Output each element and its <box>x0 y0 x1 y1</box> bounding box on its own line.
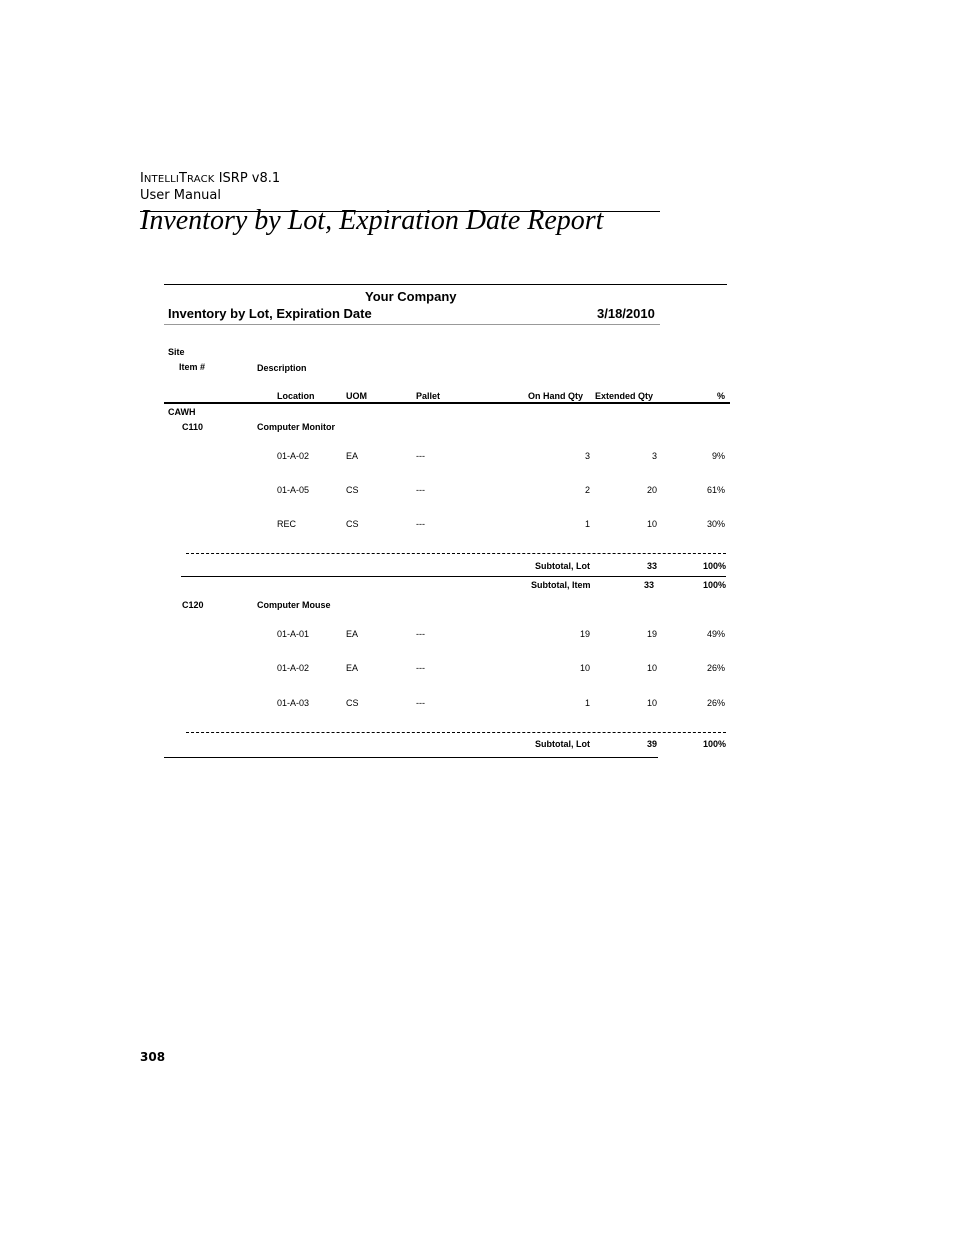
dashed-separator <box>186 553 726 554</box>
row-percent: 30% <box>706 519 725 529</box>
subtotal-rule <box>181 576 726 577</box>
subtotal-item-pct: 100% <box>702 580 726 590</box>
row-pallet: --- <box>416 698 425 708</box>
site-value: CAWH <box>168 407 196 417</box>
col-on-hand: On Hand Qty <box>528 391 584 401</box>
report-company: Your Company <box>365 289 457 304</box>
row-on-hand: 19 <box>579 629 590 639</box>
subtotal-lot-label: Subtotal, Lot <box>535 739 590 749</box>
col-location: Location <box>277 391 315 401</box>
item-number: C110 <box>182 422 204 432</box>
row-uom: EA <box>346 451 359 461</box>
row-percent: 26% <box>706 663 725 673</box>
document-title: Inventory by Lot, Expiration Date Report <box>140 205 604 236</box>
dashed-separator <box>186 732 726 733</box>
row-pallet: --- <box>416 519 425 529</box>
col-extended: Extended Qty <box>595 391 654 401</box>
row-location: 01-A-03 <box>277 698 310 708</box>
report-bottom-rule <box>164 757 658 758</box>
row-on-hand: 1 <box>584 519 590 529</box>
report-date: 3/18/2010 <box>597 306 655 321</box>
row-pallet: --- <box>416 629 425 639</box>
row-extended: 19 <box>646 629 657 639</box>
report-title-rule <box>164 324 660 325</box>
row-uom: CS <box>346 519 359 529</box>
item-number: C120 <box>182 600 204 610</box>
page-number: 308 <box>140 1050 166 1064</box>
row-percent: 26% <box>706 698 725 708</box>
row-extended: 3 <box>651 451 657 461</box>
row-location: 01-A-02 <box>277 663 310 673</box>
subtotal-item-qty: 33 <box>643 580 654 590</box>
row-uom: CS <box>346 485 359 495</box>
row-pallet: --- <box>416 663 425 673</box>
item-description: Computer Monitor <box>257 422 335 432</box>
item-description: Computer Mouse <box>257 600 331 610</box>
row-uom: EA <box>346 663 359 673</box>
running-header-manual: User Manual <box>140 188 222 203</box>
subtotal-lot-label: Subtotal, Lot <box>535 561 590 571</box>
row-uom: CS <box>346 698 359 708</box>
row-on-hand: 2 <box>584 485 590 495</box>
report-top-rule <box>164 284 727 285</box>
row-location: 01-A-02 <box>277 451 310 461</box>
row-extended: 20 <box>646 485 657 495</box>
subtotal-lot-qty: 39 <box>646 739 657 749</box>
row-on-hand: 10 <box>579 663 590 673</box>
col-description: Description <box>257 363 307 373</box>
subtotal-lot-pct: 100% <box>702 739 726 749</box>
row-location: 01-A-05 <box>277 485 310 495</box>
running-header-product: INTELLITRACK ISRP v8.1 <box>140 171 281 186</box>
col-site: Site <box>168 347 185 357</box>
row-pallet: --- <box>416 485 425 495</box>
subtotal-item-label: Subtotal, Item <box>531 580 591 590</box>
row-on-hand: 3 <box>584 451 590 461</box>
row-percent: 61% <box>706 485 725 495</box>
col-uom: UOM <box>346 391 367 401</box>
col-percent: % <box>716 391 725 401</box>
row-extended: 10 <box>646 519 657 529</box>
row-pallet: --- <box>416 451 425 461</box>
row-location: 01-A-01 <box>277 629 310 639</box>
row-location: REC <box>277 519 297 529</box>
row-percent: 49% <box>706 629 725 639</box>
row-extended: 10 <box>646 663 657 673</box>
row-percent: 9% <box>711 451 725 461</box>
report-title: Inventory by Lot, Expiration Date <box>168 306 372 321</box>
subtotal-lot-qty: 33 <box>646 561 657 571</box>
col-item: Item # <box>179 362 206 372</box>
subtotal-lot-pct: 100% <box>702 561 726 571</box>
row-extended: 10 <box>646 698 657 708</box>
col-pallet: Pallet <box>416 391 441 401</box>
row-uom: EA <box>346 629 359 639</box>
column-header-rule <box>164 402 730 404</box>
row-on-hand: 1 <box>584 698 590 708</box>
